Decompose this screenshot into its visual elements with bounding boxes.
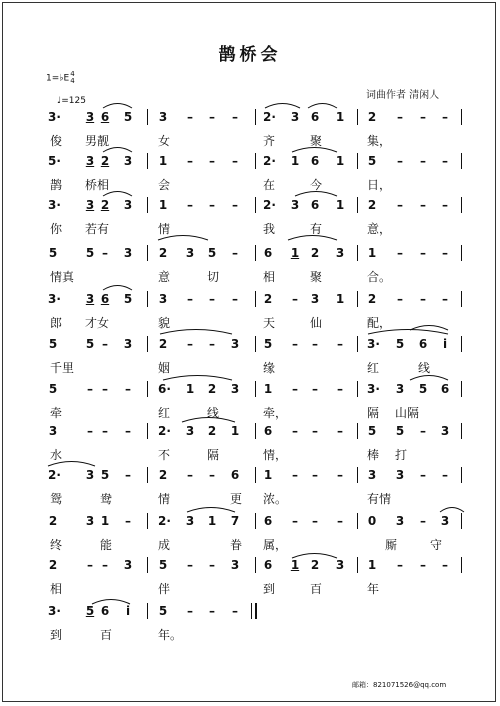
note: 6· xyxy=(158,382,171,396)
note: 1 xyxy=(290,246,300,260)
slur-arc xyxy=(103,192,132,197)
lyric: 情 xyxy=(158,222,171,236)
lyric: 桥相 xyxy=(85,178,110,192)
note: 3 xyxy=(85,198,95,212)
lyric: 山隔 xyxy=(395,406,420,420)
note: 3 xyxy=(123,558,133,572)
lyric: 女 xyxy=(158,134,171,148)
note: 5 xyxy=(158,558,168,572)
note: 1 xyxy=(185,382,195,396)
slur-arc xyxy=(288,236,337,241)
slur-arc xyxy=(182,418,235,423)
lyric: 年 xyxy=(367,582,380,596)
slur-arc xyxy=(158,236,208,241)
note: 1 xyxy=(100,514,110,528)
note: 1 xyxy=(158,198,168,212)
lyric: 有 xyxy=(310,222,323,236)
slur-arc xyxy=(292,148,337,153)
note: 5 xyxy=(367,154,377,168)
lyric: 会 xyxy=(158,178,171,192)
note: – xyxy=(312,424,318,438)
note: 2· xyxy=(263,110,276,124)
key-note: E xyxy=(63,73,70,84)
note: 3 xyxy=(123,198,133,212)
lyric: 厮 xyxy=(385,538,398,552)
lyric: 聚 xyxy=(310,270,323,284)
note: – xyxy=(442,198,448,212)
slur-arc xyxy=(265,104,300,109)
lyric: 意 xyxy=(158,270,171,284)
note: 3· xyxy=(48,198,61,212)
key-prefix: 1= xyxy=(46,73,60,84)
note: – xyxy=(397,154,403,168)
lyric: 若有 xyxy=(85,222,110,236)
lyric: 我 xyxy=(263,222,276,236)
lyric: 男靓 xyxy=(85,134,110,148)
note: 5 xyxy=(418,382,428,396)
note: 3 xyxy=(185,514,195,528)
lyric: 百 xyxy=(310,582,323,596)
note: – xyxy=(312,514,318,528)
note: 3· xyxy=(367,382,380,396)
note: – xyxy=(337,514,343,528)
lyric: 鸯 xyxy=(100,492,113,506)
lyric: 有情 xyxy=(367,492,392,506)
lyric: 更 xyxy=(230,492,243,506)
note: 1 xyxy=(335,198,345,212)
note: 5 xyxy=(48,337,58,351)
note: 3 xyxy=(185,246,195,260)
note: – xyxy=(102,382,108,396)
note: 3 xyxy=(185,424,195,438)
note: – xyxy=(292,292,298,306)
note: – xyxy=(209,110,215,124)
note: – xyxy=(337,382,343,396)
note: – xyxy=(442,558,448,572)
lyric: 牵 xyxy=(50,406,63,420)
note: – xyxy=(292,382,298,396)
note: 3 xyxy=(85,514,95,528)
lyric: 情真 xyxy=(50,270,75,284)
note: 2 xyxy=(367,198,377,212)
note: – xyxy=(442,154,448,168)
lyric: 相 xyxy=(50,582,63,596)
note: 3 xyxy=(335,246,345,260)
key-flat: ♭ xyxy=(59,73,64,84)
slur-arc xyxy=(160,330,232,335)
note: – xyxy=(232,110,238,124)
note: 6 xyxy=(310,154,320,168)
note: – xyxy=(232,246,238,260)
note: 3 xyxy=(310,292,320,306)
lyric: 浓。 xyxy=(263,492,288,506)
lyric: 鹊 xyxy=(50,178,63,192)
note: – xyxy=(442,468,448,482)
note: 1 xyxy=(335,292,345,306)
quarter-note-icon: ♩ xyxy=(57,96,62,106)
note: – xyxy=(125,514,131,528)
note: 5 xyxy=(158,604,168,618)
lyric: 牵， xyxy=(263,406,288,420)
lyric: 守 xyxy=(430,538,443,552)
note: – xyxy=(125,424,131,438)
note: 5 xyxy=(395,424,405,438)
note: 3 xyxy=(367,468,377,482)
time-unit: 4 xyxy=(70,77,75,85)
note: 3 xyxy=(123,246,133,260)
lyric: 百 xyxy=(100,628,113,642)
lyric: 郎 xyxy=(50,316,63,330)
lyric: 红 xyxy=(367,361,380,375)
note: – xyxy=(397,110,403,124)
lyric: 棒 xyxy=(367,448,380,462)
note: 1 xyxy=(367,558,377,572)
lyric: 切 xyxy=(207,270,220,284)
lyric: 情 xyxy=(158,492,171,506)
lyric: 千里 xyxy=(50,361,75,375)
note: – xyxy=(187,604,193,618)
lyric: 齐 xyxy=(263,134,276,148)
note: – xyxy=(209,154,215,168)
note: 6 xyxy=(418,337,428,351)
note: – xyxy=(232,198,238,212)
note: – xyxy=(420,558,426,572)
note: – xyxy=(102,246,108,260)
note: – xyxy=(420,246,426,260)
slur-arc xyxy=(163,376,232,381)
note: 5 xyxy=(395,337,405,351)
lyric: 配， xyxy=(367,316,392,330)
note: 5 xyxy=(85,337,95,351)
note: 5 xyxy=(48,246,58,260)
note: 6 xyxy=(440,382,450,396)
note: 6 xyxy=(100,604,110,618)
lyric: 能 xyxy=(100,538,113,552)
note: – xyxy=(442,246,448,260)
slur-arc xyxy=(103,286,132,291)
note: 6 xyxy=(263,514,273,528)
note: 3 xyxy=(230,382,240,396)
note: 5 xyxy=(100,468,110,482)
note: – xyxy=(442,110,448,124)
note: 6 xyxy=(310,198,320,212)
note: 2· xyxy=(263,198,276,212)
note: – xyxy=(420,198,426,212)
lyric: 天 xyxy=(263,316,276,330)
note: 6 xyxy=(100,292,110,306)
note: 3 xyxy=(158,292,168,306)
note: – xyxy=(397,246,403,260)
note: – xyxy=(187,154,193,168)
note: – xyxy=(337,468,343,482)
lyric: 才女 xyxy=(85,316,110,330)
note: – xyxy=(420,514,426,528)
lyric: 隔 xyxy=(207,448,220,462)
note: 3 xyxy=(48,424,58,438)
note: – xyxy=(397,558,403,572)
note: – xyxy=(292,514,298,528)
note: – xyxy=(209,198,215,212)
note: 6 xyxy=(263,424,273,438)
lyric: 仙 xyxy=(310,316,323,330)
note: 3 xyxy=(440,514,450,528)
note: 2· xyxy=(263,154,276,168)
lyric: 日， xyxy=(367,178,392,192)
note: – xyxy=(292,337,298,351)
note: – xyxy=(397,292,403,306)
song-title: 鹊桥会 xyxy=(218,45,282,65)
note: 1 xyxy=(207,514,217,528)
lyric: 线 xyxy=(207,406,220,420)
note: 3· xyxy=(48,110,61,124)
note: 1 xyxy=(230,424,240,438)
lyric: 隔 xyxy=(367,406,380,420)
note: 3 xyxy=(230,337,240,351)
note: – xyxy=(232,604,238,618)
lyric: 到 xyxy=(263,582,276,596)
note: i xyxy=(125,604,131,618)
note: – xyxy=(102,558,108,572)
note: – xyxy=(87,382,93,396)
note: 1 xyxy=(158,154,168,168)
lyric: 鸳 xyxy=(50,492,63,506)
note: 3 xyxy=(395,514,405,528)
slur-arc xyxy=(410,376,448,381)
slur-arc xyxy=(308,104,337,109)
note: – xyxy=(187,292,193,306)
note: 1 xyxy=(290,558,300,572)
lyric: 合。 xyxy=(367,270,392,284)
note: – xyxy=(87,558,93,572)
note: 3· xyxy=(48,604,61,618)
note: 1 xyxy=(335,154,345,168)
note: 2· xyxy=(48,468,61,482)
lyric: 集， xyxy=(367,134,392,148)
lyric: 不 xyxy=(158,448,171,462)
lyric: 年。 xyxy=(158,628,183,642)
lyric: 线 xyxy=(418,361,431,375)
lyric: 打 xyxy=(395,448,408,462)
note: 5· xyxy=(48,154,61,168)
note: 3 xyxy=(440,424,450,438)
note: 3 xyxy=(290,110,300,124)
contact-email: 邮箱：821071526@qq.com xyxy=(352,681,447,689)
note: 2 xyxy=(367,110,377,124)
note: i xyxy=(442,337,448,351)
note: 3 xyxy=(85,154,95,168)
lyric: 眷 xyxy=(230,538,243,552)
note: – xyxy=(442,292,448,306)
lyric: 红 xyxy=(158,406,171,420)
note: – xyxy=(209,604,215,618)
note: 6 xyxy=(263,558,273,572)
note: 5 xyxy=(123,110,133,124)
note: – xyxy=(187,337,193,351)
lyric: 终 xyxy=(50,538,63,552)
slur-arc xyxy=(295,192,337,197)
lyric: 你 xyxy=(50,222,63,236)
composer-credit: 词曲作者 清闲人 xyxy=(366,90,440,101)
note: – xyxy=(102,424,108,438)
lyric: 在 xyxy=(263,178,276,192)
note: 6 xyxy=(263,246,273,260)
note: 3 xyxy=(123,154,133,168)
note: 2 xyxy=(263,292,273,306)
note: 3 xyxy=(395,468,405,482)
lyric: 貌 xyxy=(158,316,171,330)
slur-arc xyxy=(368,330,448,335)
slur-arc xyxy=(103,148,132,153)
note: – xyxy=(420,292,426,306)
note: – xyxy=(292,424,298,438)
slur-arc xyxy=(92,600,130,605)
slur-arc xyxy=(187,508,235,513)
lyric: 姻 xyxy=(158,361,171,375)
note: 1 xyxy=(290,154,300,168)
note: – xyxy=(420,154,426,168)
slur-arc xyxy=(48,462,95,467)
note: 3· xyxy=(48,292,61,306)
lyric: 水 xyxy=(50,448,63,462)
note: – xyxy=(87,424,93,438)
note: 3 xyxy=(290,198,300,212)
note: – xyxy=(397,198,403,212)
note: 5 xyxy=(263,337,273,351)
note: 3 xyxy=(395,382,405,396)
note: – xyxy=(337,337,343,351)
note: – xyxy=(209,337,215,351)
lyric: 相 xyxy=(263,270,276,284)
lyric: 属， xyxy=(263,538,288,552)
note: 1 xyxy=(263,382,273,396)
lyric: 伴 xyxy=(158,582,171,596)
note: – xyxy=(292,468,298,482)
lyric: 俊 xyxy=(50,134,63,148)
note: – xyxy=(312,382,318,396)
note: 2 xyxy=(207,424,217,438)
note: – xyxy=(102,337,108,351)
note: 2 xyxy=(158,468,168,482)
note: 6 xyxy=(310,110,320,124)
note: 2· xyxy=(158,424,171,438)
note: 2 xyxy=(100,198,110,212)
note: 3 xyxy=(85,292,95,306)
note: 5 xyxy=(123,292,133,306)
time-beats: 4 xyxy=(70,70,75,78)
note: 2 xyxy=(207,382,217,396)
note: – xyxy=(209,558,215,572)
note: 3 xyxy=(158,110,168,124)
note: 1 xyxy=(367,246,377,260)
note: 2 xyxy=(310,246,320,260)
note: 2 xyxy=(100,154,110,168)
note: 1 xyxy=(263,468,273,482)
note: – xyxy=(125,382,131,396)
note: 0 xyxy=(367,514,377,528)
note: 2 xyxy=(48,558,58,572)
lyric: 意， xyxy=(367,222,392,236)
note: 3· xyxy=(367,337,380,351)
lyric: 今 xyxy=(310,178,323,192)
note: 3 xyxy=(230,558,240,572)
note: – xyxy=(125,468,131,482)
note: 1 xyxy=(335,110,345,124)
note: – xyxy=(187,468,193,482)
note: 6 xyxy=(230,468,240,482)
note: 5 xyxy=(85,246,95,260)
note: – xyxy=(232,154,238,168)
note: 5 xyxy=(48,382,58,396)
slur-arc xyxy=(292,554,337,559)
note: – xyxy=(420,424,426,438)
note: – xyxy=(232,292,238,306)
lyric: 成 xyxy=(158,538,171,552)
note: 2 xyxy=(158,246,168,260)
note: – xyxy=(187,198,193,212)
note: – xyxy=(312,337,318,351)
tempo-value: =125 xyxy=(61,96,86,106)
note: 6 xyxy=(100,110,110,124)
note: 3 xyxy=(85,468,95,482)
note: 5 xyxy=(367,424,377,438)
note: 5 xyxy=(85,604,95,618)
note: 3 xyxy=(85,110,95,124)
note: – xyxy=(209,468,215,482)
lyric: 聚 xyxy=(310,134,323,148)
slur-arc xyxy=(440,508,464,513)
lyric: 情， xyxy=(263,448,288,462)
note: 2 xyxy=(158,337,168,351)
note: – xyxy=(209,292,215,306)
lyric: 缘 xyxy=(263,361,276,375)
lyric: 到 xyxy=(50,628,63,642)
note: 2· xyxy=(158,514,171,528)
note: – xyxy=(337,424,343,438)
note: 3 xyxy=(123,337,133,351)
note: 7 xyxy=(230,514,240,528)
note: 2 xyxy=(367,292,377,306)
note: – xyxy=(420,110,426,124)
note: – xyxy=(312,468,318,482)
note: 5 xyxy=(207,246,217,260)
slur-arc xyxy=(103,104,132,109)
note: – xyxy=(420,468,426,482)
note: – xyxy=(187,558,193,572)
note: 3 xyxy=(335,558,345,572)
note: – xyxy=(187,110,193,124)
note: 2 xyxy=(48,514,58,528)
note: 2 xyxy=(310,558,320,572)
